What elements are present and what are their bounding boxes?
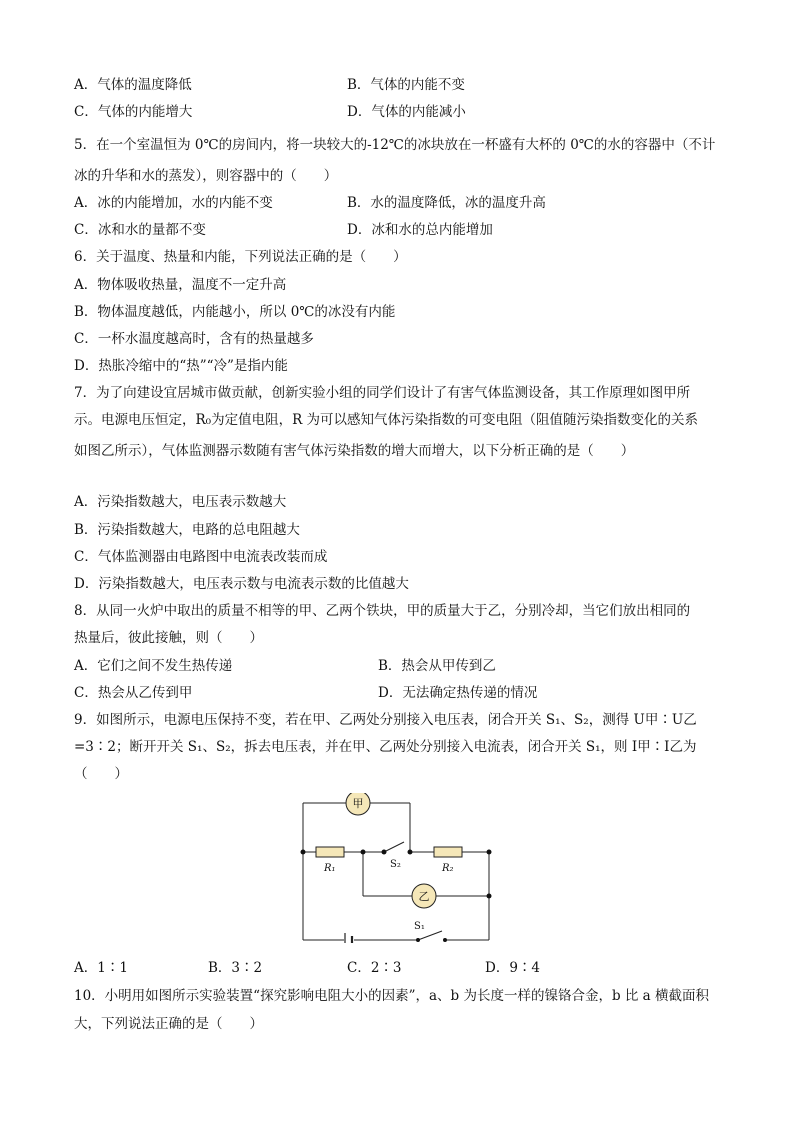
q8-option-b: B．热会从甲传到乙 xyxy=(378,658,496,674)
q7-option-c: C．气体监测器由电路图中电流表改装而成 xyxy=(74,549,328,565)
q4-option-a: A．气体的温度降低 xyxy=(74,77,192,93)
resistor-r2 xyxy=(434,847,462,857)
switch-s1-blade xyxy=(418,931,442,940)
q7-stem-line1: 7．为了向建设宜居城市做贡献，创新实验小组的同学们设计了有害气体监测设备，其工作原理如图甲所 xyxy=(74,385,691,401)
s1-label: S₁ xyxy=(414,921,425,932)
q10-stem-line2: 大，下列说法正确的是（ ） xyxy=(74,1016,263,1032)
q6-stem: 6．关于温度、热量和内能，下列说法正确的是（ ） xyxy=(74,249,407,265)
q8-option-a: A．它们之间不发生热传递 xyxy=(74,658,233,674)
q5-stem-line2: 冰的升华和水的蒸发），则容器中的（ ） xyxy=(74,168,338,184)
q5-option-d: D．冰和水的总内能增加 xyxy=(347,222,493,238)
meter-jia-label: 甲 xyxy=(352,797,364,810)
q9-stem-line1: 9．如图所示，电源电压保持不变，若在甲、乙两处分别接入电压表，闭合开关 S₁、S₂，测得 U甲∶U乙 xyxy=(74,712,697,728)
q4-option-d: D．气体的内能减小 xyxy=(347,104,466,120)
q8-stem-line2: 热量后，彼此接触，则（ ） xyxy=(74,630,263,646)
r2-label: R₂ xyxy=(442,863,454,874)
q9-option-b: B．3∶2 xyxy=(208,960,263,976)
q7-stem-line2: 示。电源电压恒定，R₀为定值电阻，R 为可以感知气体污染指数的可变电阻（阻值随污染指数变化的关系 xyxy=(74,412,699,428)
q6-option-b: B．物体温度越低，内能越小，所以 0℃的冰没有内能 xyxy=(74,304,396,320)
q9-option-d: D．9∶4 xyxy=(485,960,541,976)
q9-stem-line3: （ ） xyxy=(74,766,128,782)
switch-s2-blade xyxy=(384,842,404,852)
q7-option-b: B．污染指数越大，电路的总电阻越大 xyxy=(74,522,300,538)
q8-stem-line1: 8．从同一火炉中取出的质量不相等的甲、乙两个铁块，甲的质量大于乙，分别冷却，当它们放出相同的 xyxy=(74,603,691,619)
q7-option-a: A．污染指数越大，电压表示数越大 xyxy=(74,494,287,510)
q7-option-d: D．污染指数越大，电压表示数与电流表示数的比值越大 xyxy=(74,576,409,592)
meter-yi-label: 乙 xyxy=(418,890,430,903)
q6-option-a: A．物体吸收热量，温度不一定升高 xyxy=(74,277,287,293)
resistor-r1 xyxy=(316,847,344,857)
q9-stem-line2: =3∶2；断开开关 S₁、S₂，拆去电压表，并在甲、乙两处分别接入电流表，闭合开关 S₁，则 I甲∶I乙为 xyxy=(74,739,697,755)
s2-label: S₂ xyxy=(390,859,401,870)
q5-option-b: B．水的温度降低，冰的温度升高 xyxy=(347,195,546,211)
q5-option-c: C．冰和水的量都不变 xyxy=(74,222,206,238)
q9-option-a: A．1∶1 xyxy=(74,960,128,976)
q9-option-c: C．2∶3 xyxy=(347,960,402,976)
q9-circuit-diagram xyxy=(296,793,496,943)
q7-stem-line3: 如图乙所示），气体监测器示数随有害气体污染指数的增大而增大，以下分析正确的是（ ） xyxy=(74,443,635,459)
q6-option-d: D．热胀冷缩中的“热”“冷”是指内能 xyxy=(74,358,288,374)
q4-option-b: B．气体的内能不变 xyxy=(347,77,465,93)
q5-stem-line1: 5．在一个室温恒为 0℃的房间内，将一块较大的-12℃的冰块放在一杯盛有大杯的 0℃的水的容器中（不计 xyxy=(74,137,716,153)
q6-option-c: C．一杯水温度越高时，含有的热量越多 xyxy=(74,331,314,347)
q4-option-c: C．气体的内能增大 xyxy=(74,104,193,120)
r1-label: R₁ xyxy=(324,863,336,874)
q8-option-c: C．热会从乙传到甲 xyxy=(74,685,193,701)
q10-stem-line1: 10．小明用如图所示实验装置“探究影响电阻大小的因素”，a、b 为长度一样的镍铬合金，b 比 a 横截面积 xyxy=(74,988,710,1004)
q8-option-d: D．无法确定热传递的情况 xyxy=(378,685,538,701)
q5-option-a: A．冰的内能增加，水的内能不变 xyxy=(74,195,273,211)
